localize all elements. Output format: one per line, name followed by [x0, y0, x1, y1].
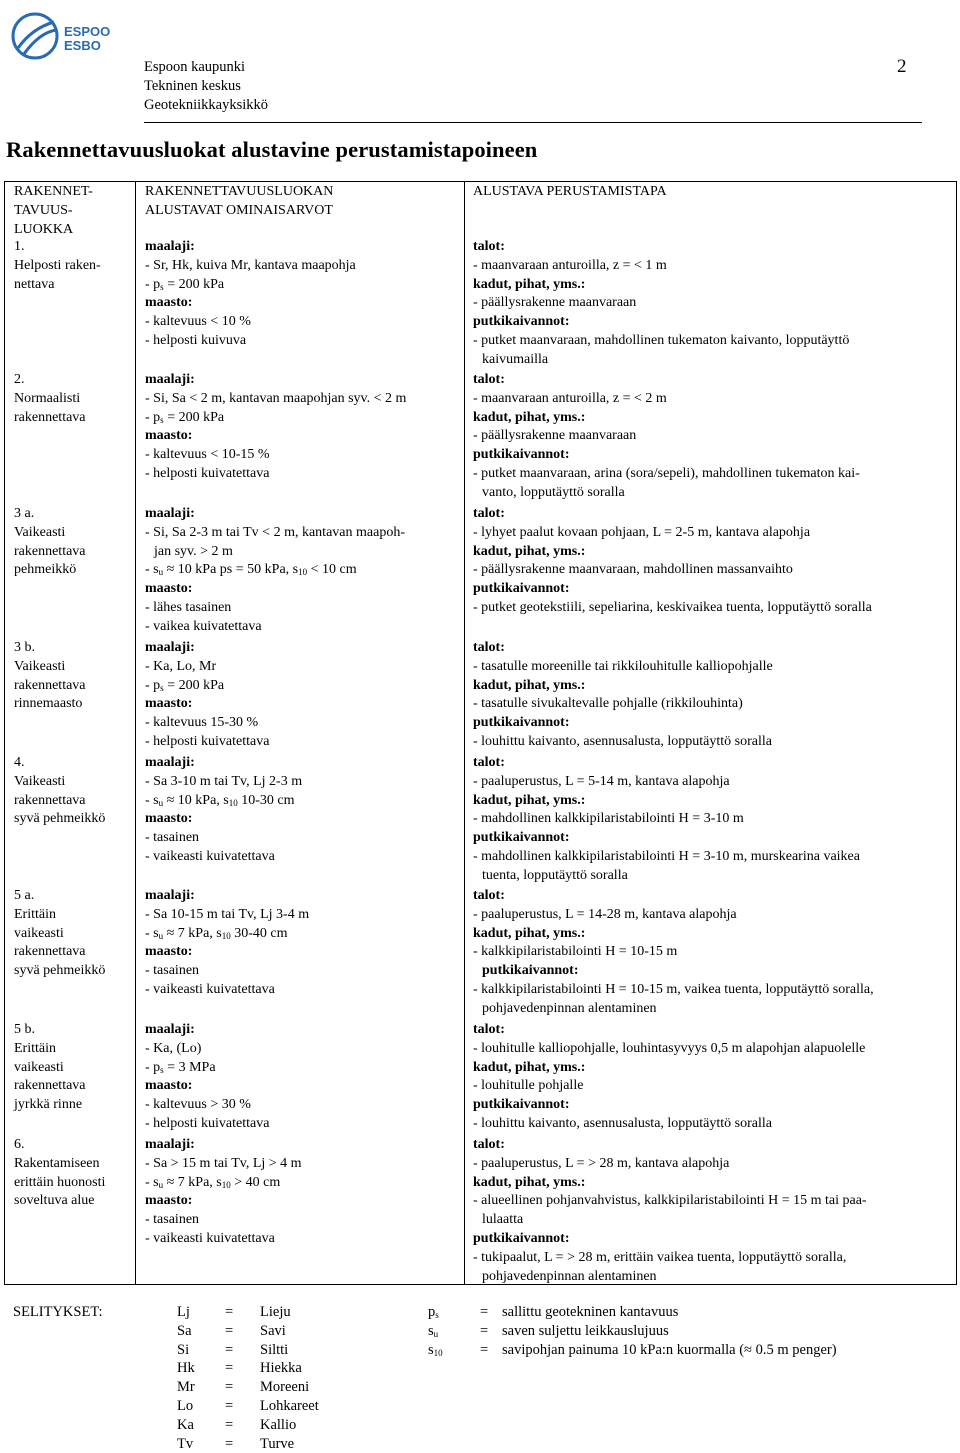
method-heading: putkikaivannot: [473, 830, 570, 846]
method-item: - päällysrakenne maanvaraan [473, 295, 637, 311]
method-heading: talot: [473, 372, 505, 387]
properties-cell [145, 1136, 302, 1249]
legend-soil-name: Kallio [260, 1416, 297, 1433]
header-class-line: TAVUUS- [14, 202, 73, 218]
properties-item: - Sa 10-15 m tai Tv, Lj 3-4 m [145, 906, 310, 922]
method-heading: kadut, pihat, yms.: [473, 1174, 586, 1190]
class-description: Erittäin [14, 906, 56, 922]
properties-heading: maalaji: [145, 755, 195, 770]
header-properties-line: RAKENNETTAVUUSLUOKAN [145, 184, 334, 199]
properties-item: - helposti kuivatettava [145, 733, 270, 749]
method-heading: kadut, pihat, yms.: [473, 409, 586, 425]
class-cell [14, 754, 105, 829]
method-heading: kadut, pihat, yms.: [473, 276, 586, 292]
class-cell [14, 371, 86, 427]
class-description: syvä pehmeikkö [14, 963, 106, 979]
method-item: tuenta, lopputäyttö soralla [482, 867, 628, 883]
method-cell [473, 754, 860, 886]
legend-equals: = [225, 1416, 234, 1433]
properties-cell [145, 238, 356, 351]
properties-item: - helposti kuivuva [145, 332, 247, 348]
legend-symbol-description: saven suljettu leikkauslujuus [502, 1322, 669, 1339]
properties-item: - kaltevuus > 30 % [145, 1097, 251, 1113]
legend-soil-abbr: Tv [177, 1435, 194, 1452]
properties-item: - Sa 3-10 m tai Tv, Lj 2-3 m [145, 773, 303, 789]
class-description: rakennettava [14, 409, 86, 425]
organization-block [144, 58, 268, 115]
class-number: 3 a. [14, 506, 35, 521]
properties-item: - vaikea kuivatettava [145, 618, 262, 634]
legend-soil-name: Moreeni [260, 1379, 310, 1396]
column-divider-1 [135, 181, 136, 1285]
properties-cell [145, 754, 302, 867]
org-line-unit: Geotekniikkayksikkö [144, 97, 269, 113]
espoo-logo-mark [10, 12, 130, 62]
method-item: lulaatta [482, 1212, 524, 1228]
properties-item: - helposti kuivatettava [145, 1115, 270, 1131]
class-description: jyrkkä rinne [14, 1097, 83, 1113]
method-item: - tukipaalut, L = > 28 m, erittäin vaikea tuenta, lopputäyttö soralla, [473, 1249, 847, 1265]
class-description: Helposti raken- [14, 257, 101, 273]
properties-item: - vaikeasti kuivatettava [145, 981, 275, 997]
method-item: - putket maanvaraan, arina (sora/sepeli), mahdollinen tukematon kai- [473, 465, 860, 481]
method-item: - tasatulle sivukaltevalle pohjalle (rikkilouhinta) [473, 696, 743, 712]
legend-equals: = [225, 1435, 234, 1452]
class-number: 6. [14, 1137, 25, 1152]
org-line-center: Tekninen keskus [144, 78, 241, 94]
class-description: erittäin huonosti [14, 1174, 106, 1190]
properties-heading: maalaji: [145, 372, 195, 387]
class-description: Vaikeasti [14, 773, 66, 789]
properties-cell [145, 505, 405, 637]
legend-soil-abbr: Sa [177, 1322, 192, 1339]
method-item: - päällysrakenne maanvaraan [473, 428, 637, 444]
properties-heading: maalaji: [145, 888, 195, 903]
legend-soil-name: Siltti [260, 1341, 289, 1358]
legend-soil-abbr: Lj [177, 1304, 190, 1320]
method-heading: talot: [473, 506, 505, 521]
method-item: - kalkkipilaristabilointi H = 10-15 m [473, 944, 678, 960]
method-item: - mahdollinen kalkkipilaristabilointi H = 3-10 m [473, 811, 744, 827]
method-heading: kadut, pihat, yms.: [473, 1059, 586, 1075]
method-cell [473, 238, 849, 370]
header-divider [144, 122, 922, 123]
legend-equals: = [225, 1398, 234, 1414]
header-class-line: LUOKKA [14, 221, 74, 237]
method-item: - louhittu kaivanto, asennusalusta, lopputäyttö soralla [473, 1115, 772, 1131]
method-heading: kadut, pihat, yms.: [473, 792, 586, 808]
class-number: 5 a. [14, 888, 35, 903]
method-heading: talot: [473, 640, 505, 655]
properties-heading: maalaji: [145, 1137, 195, 1152]
legend-equals: = [225, 1304, 234, 1320]
method-item: - louhittu kaivanto, asennusalusta, lopputäyttö soralla [473, 733, 772, 749]
properties-heading: maasto: [145, 811, 193, 827]
header-properties-line: ALUSTAVAT OMINAISARVOT [145, 202, 333, 218]
properties-item: - $s_u \approx 10$ kPa ps = 50 kPa, $s_{10} < 10$ cm [145, 562, 357, 578]
legend-equals: = [225, 1341, 234, 1358]
method-heading: kadut, pihat, yms.: [473, 677, 586, 693]
properties-heading: maasto: [145, 944, 193, 960]
properties-heading: maalaji: [145, 640, 195, 655]
class-description: Normaalisti [14, 390, 81, 406]
method-item: - alueellinen pohjanvahvistus, kalkkipilaristabilointi H = 15 m tai paa- [473, 1193, 867, 1209]
class-description: rinnemaasto [14, 696, 83, 712]
properties-cell [145, 639, 269, 752]
method-item: - lyhyet paalut kovaan pohjaan, L = 2-5 m, kantava alapohja [473, 524, 811, 540]
method-heading: putkikaivannot: [473, 1230, 570, 1246]
class-number: 1. [14, 239, 25, 254]
properties-item: - lähes tasainen [145, 599, 232, 615]
class-cell [14, 887, 105, 981]
class-number: 2. [14, 372, 25, 387]
properties-item: - $p_s = 200$ kPa [145, 677, 225, 693]
properties-heading: maalaji: [145, 1022, 195, 1037]
properties-heading: maasto: [145, 1078, 193, 1094]
legend-equals: = [480, 1304, 489, 1320]
properties-item: - kaltevuus 15-30 % [145, 715, 259, 731]
properties-item: - $p_s = 3$ MPa [145, 1059, 216, 1075]
properties-item: - kaltevuus < 10 % [145, 314, 251, 330]
method-cell [473, 639, 773, 752]
method-cell [473, 505, 872, 618]
class-cell [14, 639, 86, 714]
class-description: syvä pehmeikkö [14, 811, 106, 827]
properties-item: - helposti kuivatettava [145, 465, 270, 481]
legend-soil-abbr: Mr [177, 1379, 195, 1396]
class-description: rakennettava [14, 792, 86, 808]
legend-symbol: $s_u$ [428, 1322, 439, 1339]
properties-item: - Si, Sa 2-3 m tai Tv < 2 m, kantavan maapoh- [145, 524, 405, 540]
properties-item: - $s_u \approx 7$ kPa, $s_{10} > 40$ cm [145, 1174, 281, 1190]
properties-item: - tasainen [145, 830, 200, 846]
class-description: rakennettava [14, 1078, 86, 1094]
legend-symbol-description: sallittu geotekninen kantavuus [502, 1304, 679, 1320]
method-heading: kadut, pihat, yms.: [473, 925, 586, 941]
class-description: vaikeasti [14, 925, 64, 941]
legend-equals: = [225, 1379, 234, 1396]
properties-cell [145, 1021, 269, 1134]
method-heading: putkikaivannot: [473, 314, 570, 330]
properties-heading: maasto: [145, 1193, 193, 1209]
properties-item: - Si, Sa < 2 m, kantavan maapohjan syv. < 2 m [145, 390, 407, 406]
method-cell [473, 887, 874, 1019]
legend-symbol: $s_{10}$ [428, 1341, 443, 1358]
legend-soil-name: Lieju [260, 1304, 291, 1320]
classification-table [4, 181, 957, 1285]
properties-heading: maalaji: [145, 506, 195, 521]
properties-item: - Sa > 15 m tai Tv, Lj > 4 m [145, 1155, 302, 1171]
method-item: vanto, lopputäyttö soralla [482, 484, 625, 500]
method-item: kaivumailla [482, 351, 549, 367]
page-title: Rakennettavuusluokat alustavine perustamistapoineen [6, 137, 538, 162]
class-cell [14, 1136, 105, 1211]
properties-item: - vaikeasti kuivatettava [145, 848, 275, 864]
method-item: - paaluperustus, L = > 28 m, kantava alapohja [473, 1155, 730, 1171]
method-cell [473, 371, 860, 503]
method-heading: putkikaivannot: [473, 1097, 570, 1113]
class-cell [14, 1021, 86, 1115]
class-description: rakennettava [14, 543, 86, 559]
legend-soil-name: Savi [260, 1322, 286, 1339]
method-item: - paaluperustus, L = 5-14 m, kantava alapohja [473, 773, 730, 789]
method-heading: putkikaivannot: [482, 963, 579, 979]
column-divider-2 [464, 181, 465, 1285]
method-item: - louhitulle kalliopohjalle, louhintasyvyys 0,5 m alapohjan alapuolelle [473, 1040, 866, 1056]
properties-heading: maasto: [145, 581, 193, 597]
legend-equals: = [480, 1322, 489, 1339]
method-item: - paaluperustus, L = 14-28 m, kantava alapohja [473, 906, 737, 922]
method-item: - päällysrakenne maanvaraan, mahdollinen massanvaihto [473, 562, 793, 578]
legend-symbol-description: savipohjan painuma 10 kPa:n kuormalla (≈ 0.5 m penger) [502, 1341, 837, 1358]
legend-equals: = [480, 1341, 489, 1358]
legend-symbol: $p_s$ [428, 1304, 439, 1320]
method-item: - maanvaraan anturoilla, z = < 1 m [473, 257, 667, 273]
class-description: Vaikeasti [14, 658, 66, 674]
properties-heading: maasto: [145, 295, 193, 311]
class-description: nettava [14, 276, 55, 292]
properties-item: - $p_s = 200$ kPa [145, 409, 225, 425]
method-heading: talot: [473, 755, 505, 770]
header-class-line: RAKENNET- [14, 184, 93, 199]
legend-soil-name: Hiekka [260, 1360, 302, 1377]
legend-soil-abbr: Ka [177, 1416, 194, 1433]
method-item: - putket maanvaraan, mahdollinen tukematon kaivanto, lopputäyttö [473, 332, 850, 348]
logo-text-esbo: ESBO [64, 38, 101, 53]
class-description: rakennettava [14, 677, 86, 693]
header-method-line: ALUSTAVA PERUSTAMISTAPA [473, 184, 667, 199]
method-heading: putkikaivannot: [473, 715, 570, 731]
method-item: - mahdollinen kalkkipilaristabilointi H = 3-10 m, murskearina vaikea [473, 848, 860, 864]
method-item: pohjavedenpinnan alentaminen [482, 1000, 657, 1016]
method-item: - kalkkipilaristabilointi H = 10-15 m, vaikea tuenta, lopputäyttö soralla, [473, 981, 874, 997]
method-cell [473, 1021, 865, 1134]
properties-item: - vaikeasti kuivatettava [145, 1230, 275, 1246]
class-description: Rakentamiseen [14, 1155, 100, 1171]
class-number: 3 b. [14, 640, 35, 655]
properties-item: - tasainen [145, 963, 200, 979]
legend-soil-name: Lohkareet [260, 1398, 319, 1414]
method-item: - louhitulle pohjalle [473, 1078, 584, 1094]
method-heading: talot: [473, 239, 505, 254]
properties-item: jan syv. > 2 m [154, 543, 233, 559]
method-heading: talot: [473, 1137, 505, 1152]
class-description: Vaikeasti [14, 524, 66, 540]
legend-soil-abbr: Hk [177, 1360, 195, 1377]
method-heading: talot: [473, 888, 505, 903]
method-heading: kadut, pihat, yms.: [473, 543, 586, 559]
legend-soil-abbr: Lo [177, 1398, 194, 1414]
class-description: rakennettava [14, 944, 86, 960]
properties-item: - Sr, Hk, kuiva Mr, kantava maapohja [145, 257, 356, 273]
method-item: - tasatulle moreenille tai rikkilouhitulle kalliopohjalle [473, 658, 773, 674]
properties-item: - $s_u \approx 7$ kPa, $s_{10}$ 30-40 cm [145, 925, 288, 941]
class-cell [14, 238, 101, 294]
legend-equals: = [225, 1322, 234, 1339]
properties-item: - Ka, Lo, Mr [145, 658, 217, 674]
org-line-city: Espoon kaupunki [144, 59, 246, 75]
properties-item: - tasainen [145, 1212, 200, 1228]
class-cell [14, 505, 86, 580]
properties-heading: maalaji: [145, 239, 195, 254]
method-item: - putket geotekstiili, sepeliarina, keskivaikea tuenta, lopputäyttö soralla [473, 599, 872, 615]
class-description: vaikeasti [14, 1059, 64, 1075]
class-description: pehmeikkö [14, 562, 77, 578]
properties-heading: maasto: [145, 428, 193, 444]
class-number: 5 b. [14, 1022, 35, 1037]
method-heading: putkikaivannot: [473, 447, 570, 463]
legend-soil-abbr: Si [177, 1341, 190, 1358]
properties-item: - $s_u \approx 10$ kPa, $s_{10}$ 10-30 cm [145, 792, 295, 808]
method-heading: putkikaivannot: [473, 581, 570, 597]
properties-item: - Ka, (Lo) [145, 1040, 202, 1056]
espoo-logo [10, 12, 130, 62]
logo-text-espoo: ESPOO [64, 24, 111, 39]
properties-cell [145, 371, 406, 484]
class-number: 4. [14, 755, 25, 770]
class-description: Erittäin [14, 1040, 56, 1056]
header-properties [145, 183, 333, 221]
legend-equals: = [225, 1360, 234, 1377]
page-number: 2 [897, 56, 907, 77]
class-description: soveltuva alue [14, 1193, 95, 1209]
properties-item: - kaltevuus < 10-15 % [145, 447, 270, 463]
header-method [473, 183, 667, 202]
properties-item: - $p_s = 200$ kPa [145, 276, 225, 292]
properties-heading: maasto: [145, 696, 193, 712]
method-cell [473, 1136, 867, 1286]
legend-label: SELITYKSET: [13, 1304, 103, 1320]
legend-soil-name: Turve [260, 1435, 295, 1452]
properties-cell [145, 887, 309, 1000]
method-item: pohjavedenpinnan alentaminen [482, 1268, 657, 1284]
method-item: - maanvaraan anturoilla, z = < 2 m [473, 390, 667, 406]
header-class [14, 183, 93, 239]
method-heading: talot: [473, 1022, 505, 1037]
